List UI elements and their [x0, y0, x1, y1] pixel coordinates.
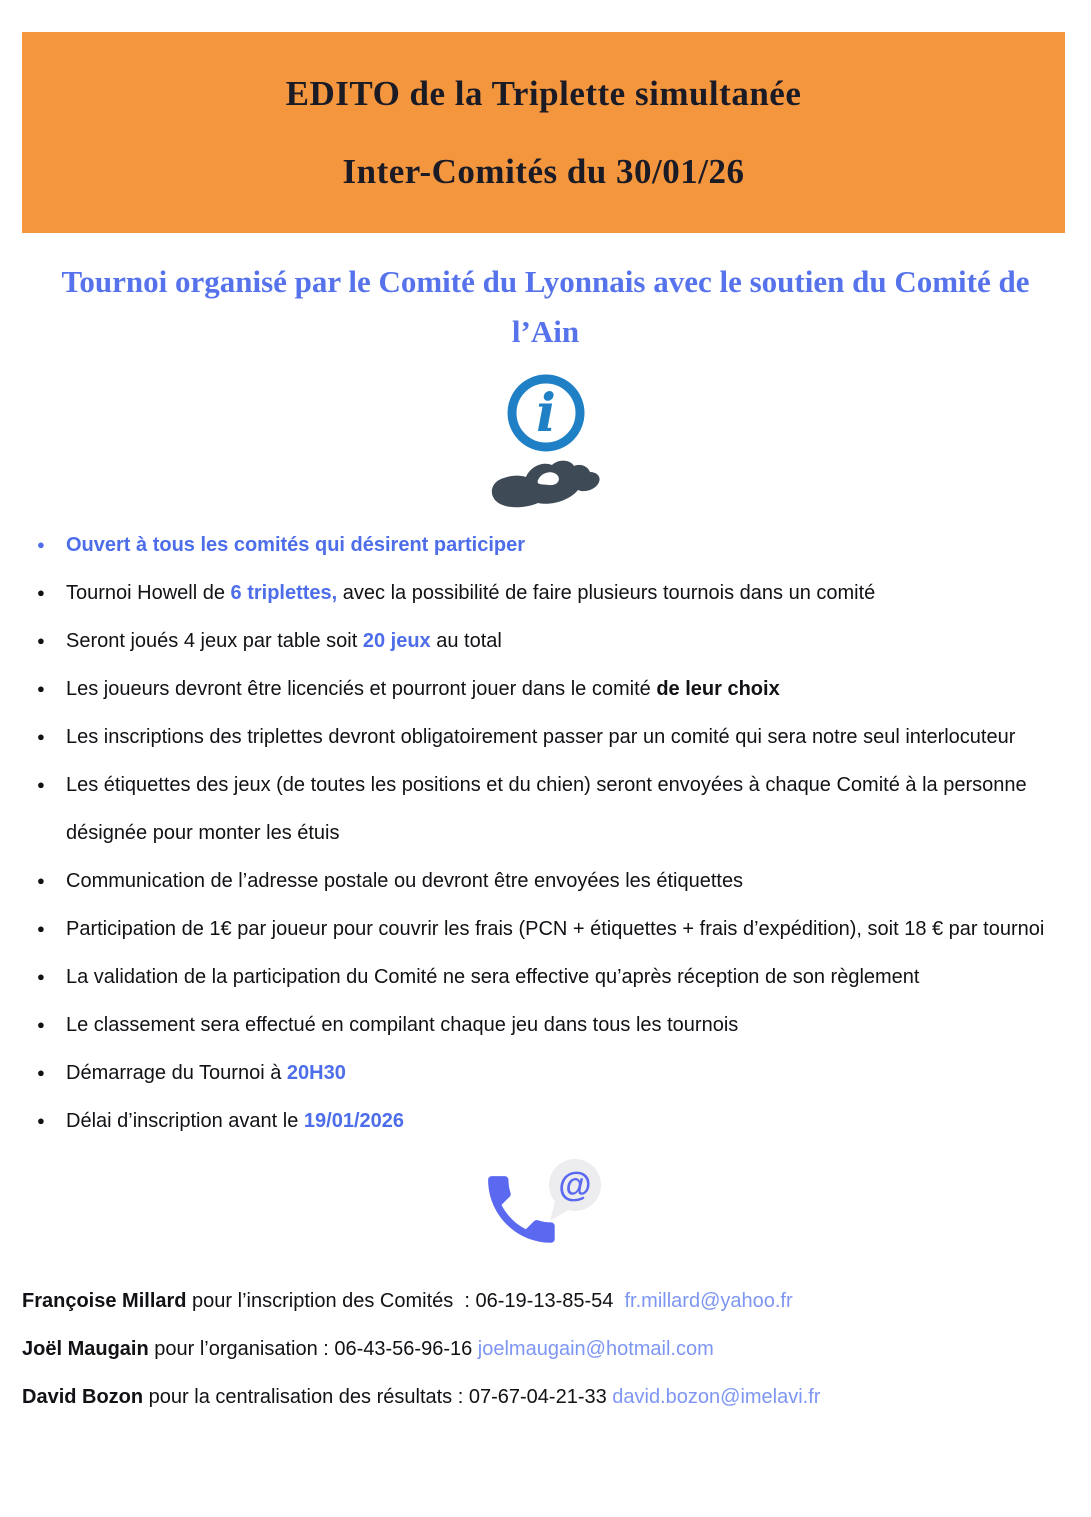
list-item: [22, 617, 1065, 665]
text-segment: 19/01/2026: [303, 1110, 405, 1132]
phone-email-icon: [471, 1157, 621, 1257]
text-segment: Délai d’inscription avant le: [66, 1110, 304, 1132]
bullet-icon: ●: [37, 729, 45, 744]
list-item: [22, 665, 1065, 713]
contact-email-link[interactable]: david.bozon@imelavi.fr: [612, 1386, 821, 1408]
list-item: [22, 1097, 1065, 1145]
list-item: [22, 713, 1065, 761]
text-segment: Ouvert à tous les comités qui désirent participer: [66, 534, 526, 556]
list-item: [22, 953, 1065, 1001]
info-glyph: i: [535, 383, 556, 444]
text-segment: Seront joués 4 jeux par table soit: [66, 630, 363, 652]
contact-name: Joël Maugain: [22, 1338, 149, 1360]
text-segment: 20 jeux: [362, 630, 431, 652]
contact-email-link[interactable]: fr.millard@yahoo.fr: [624, 1290, 793, 1312]
list-item: [22, 857, 1065, 905]
phone-handset: [488, 1176, 555, 1243]
bullet-icon: ●: [37, 1017, 45, 1032]
header-banner: [22, 32, 1065, 233]
bullet-icon: ●: [37, 1113, 45, 1128]
text-segment: Les joueurs devront être licenciés et pourront jouer dans le comité: [66, 678, 657, 700]
text-segment: 20H30: [286, 1062, 346, 1084]
text-segment: Les étiquettes des jeux (de toutes les positions et du chien) seront envoyées à chaque Comité à la personne désignée pour monter les étuis: [66, 774, 1027, 844]
bullet-icon: ●: [37, 873, 45, 888]
list-item: [22, 1001, 1065, 1049]
at-glyph: @: [557, 1166, 592, 1204]
bullet-icon: ●: [37, 537, 45, 552]
contact-line: [22, 1277, 1065, 1325]
contact-name: Françoise Millard: [22, 1290, 187, 1312]
list-item: [22, 569, 1065, 617]
text-segment: Démarrage du Tournoi à: [66, 1062, 287, 1084]
text-segment: au total: [430, 630, 502, 652]
text-segment: avec la possibilité de faire plusieurs tournois dans un comité: [337, 582, 876, 604]
contact-line: [22, 1325, 1065, 1373]
list-item: [22, 905, 1065, 953]
list-item: [22, 1049, 1065, 1097]
bullet-icon: ●: [37, 969, 45, 984]
text-segment: Communication de l’adresse postale ou devront être envoyées les étiquettes: [66, 870, 744, 892]
text-segment: 6 triplettes,: [230, 582, 338, 604]
text-segment: Les inscriptions des triplettes devront obligatoirement passer par un comité qui sera notre seul interlocuteur: [66, 726, 1016, 748]
subtitle: Tournoi organisé par le Comité du Lyonnais avec le soutien du Comité de l’Ain: [61, 264, 1030, 349]
text-segment: de leur choix: [656, 678, 780, 700]
contact-line: [22, 1373, 1065, 1421]
list-item: [22, 761, 1065, 857]
text-segment: Participation de 1€ par joueur pour couvrir les frais (PCN + étiquettes + frais d’expédition), soit 18 € par tournoi: [66, 918, 1045, 940]
text-segment: La validation de la participation du Comité ne sera effective qu’après réception de son règlement: [66, 966, 920, 988]
text-segment: Le classement sera effectué en compilant chaque jeu dans tous les tournois: [66, 1014, 739, 1036]
contacts-section: [22, 1277, 1065, 1421]
contact-text: pour l’organisation : 06-43-56-96-16: [148, 1338, 478, 1360]
hand-icon: [491, 461, 599, 508]
page-title-line1: EDITO de la Triplette simultanée: [285, 73, 802, 113]
list-item: [22, 521, 1065, 569]
bullet-icon: ●: [37, 921, 45, 936]
bullet-icon: ●: [37, 633, 45, 648]
text-segment: Tournoi Howell de: [66, 582, 231, 604]
contact-text: pour l’inscription des Comités : 06-19-13-85-54: [186, 1290, 625, 1312]
bullet-icon: ●: [37, 585, 45, 600]
bullet-icon: ●: [37, 681, 45, 696]
contact-name: David Bozon: [22, 1386, 144, 1408]
bullet-icon: ●: [37, 777, 45, 792]
contact-email-link[interactable]: joelmaugain@hotmail.com: [477, 1338, 714, 1360]
contact-text: pour la centralisation des résultats : 07-67-04-21-33: [143, 1386, 613, 1408]
page-title-line2: Inter-Comités du 30/01/26: [342, 151, 745, 191]
bullet-icon: ●: [37, 1065, 45, 1080]
bullet-list: [22, 521, 1065, 1145]
info-in-hand-icon: [476, 371, 616, 511]
